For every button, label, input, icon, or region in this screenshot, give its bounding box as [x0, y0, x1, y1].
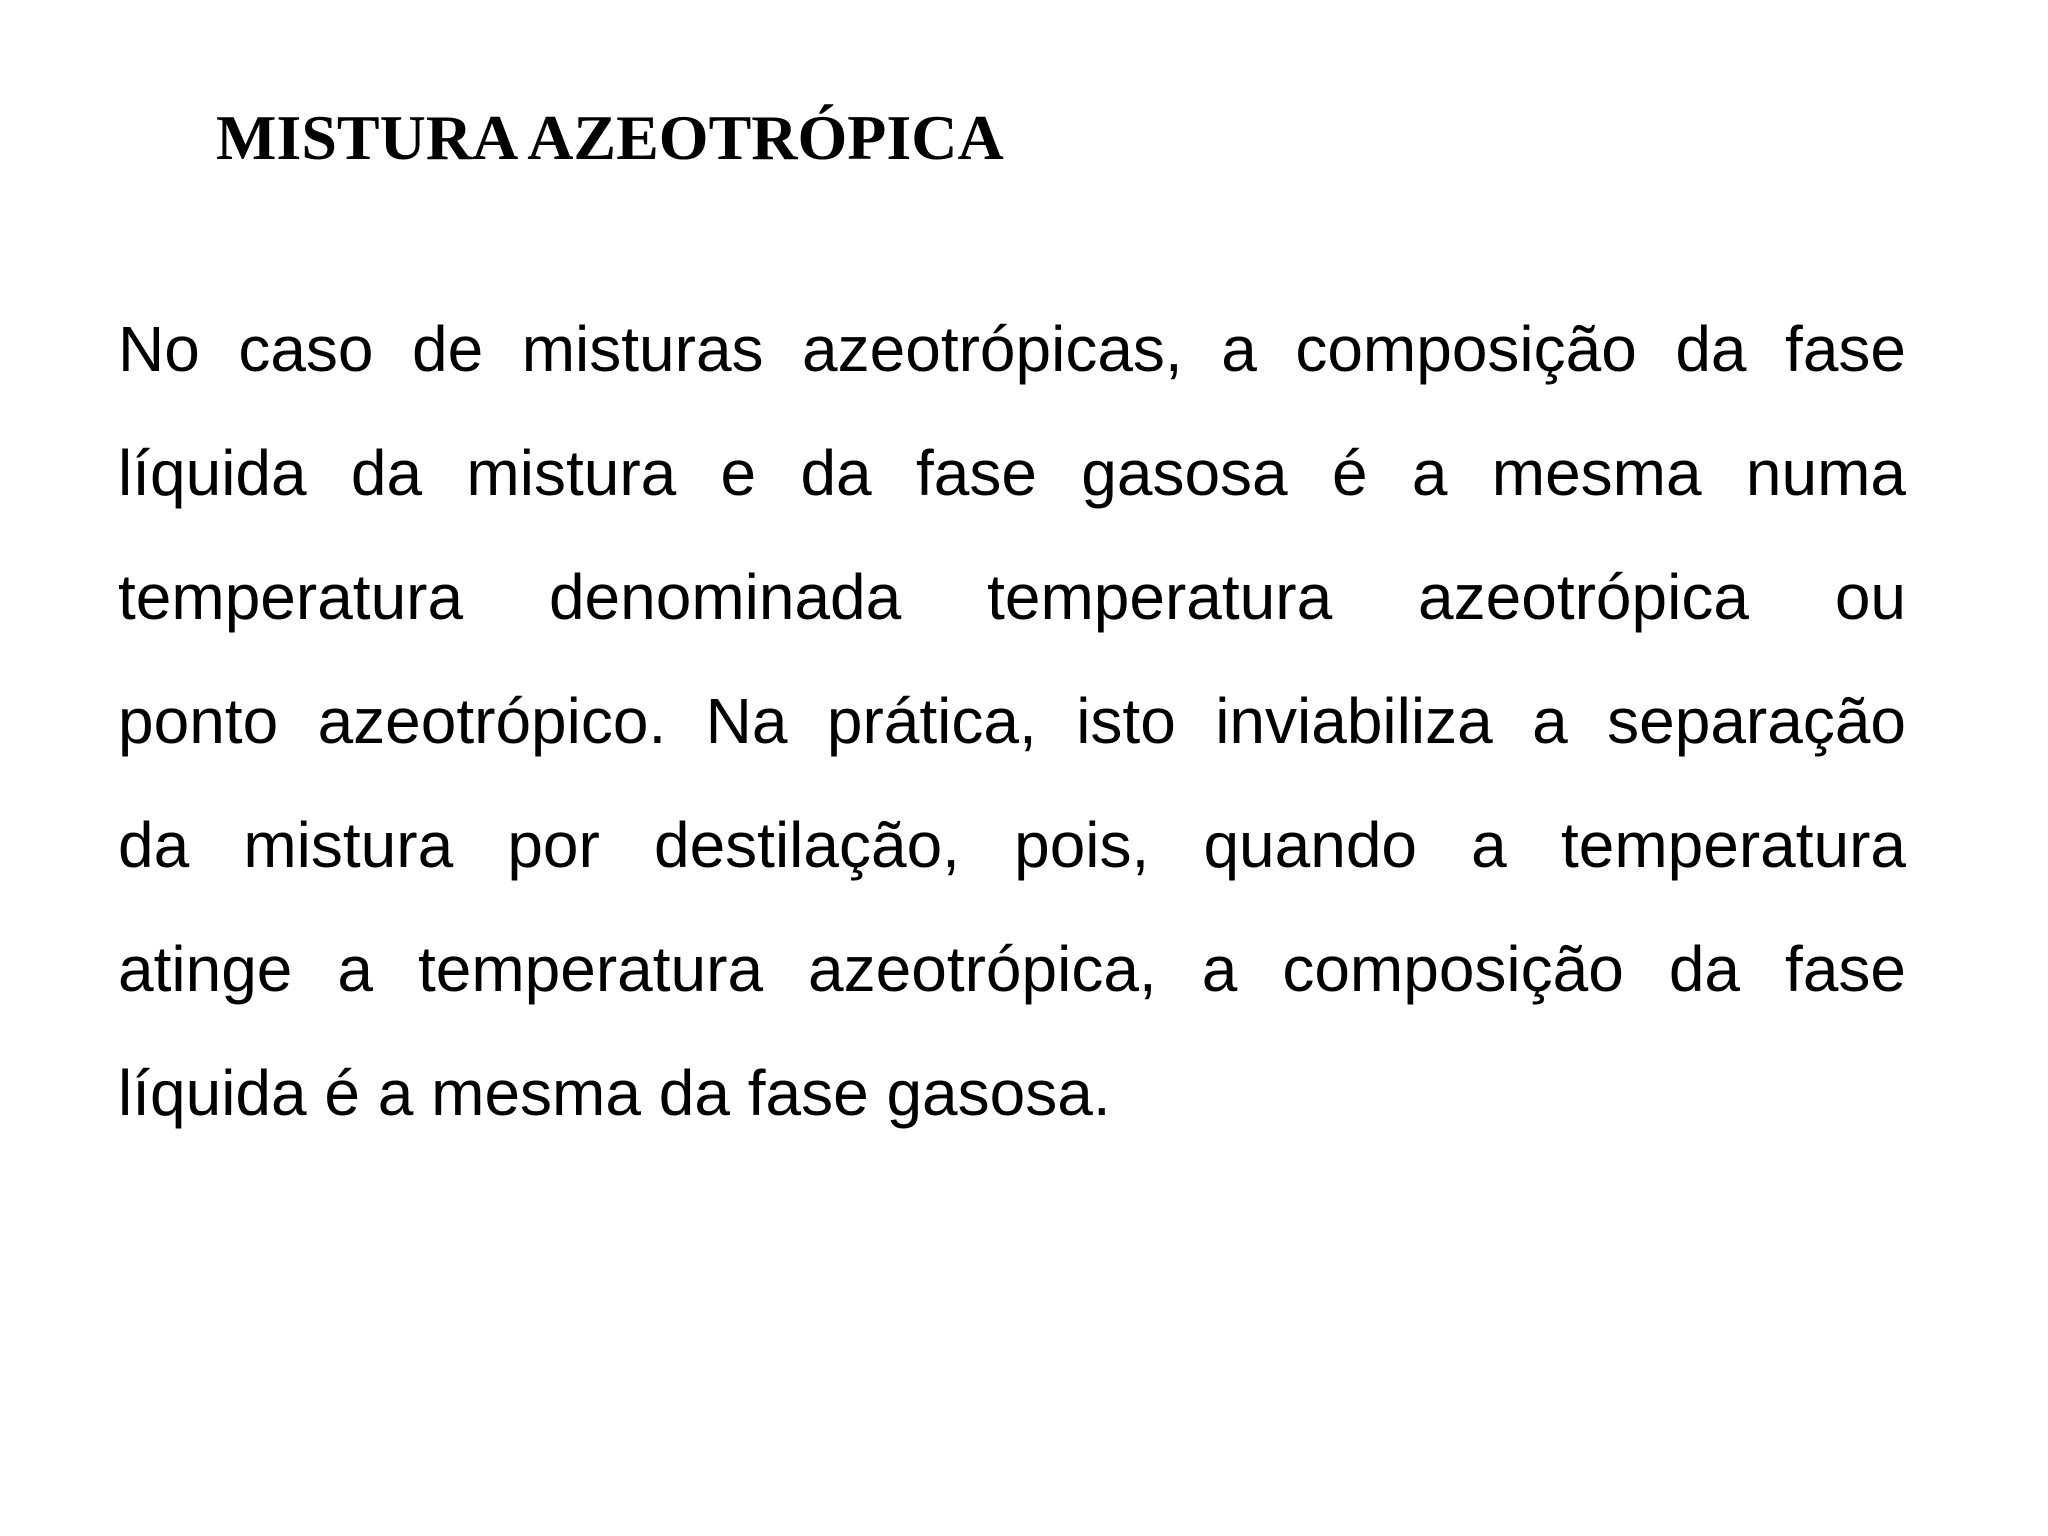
slide-body-paragraph: [118, 287, 1906, 1155]
body-line: líquida da mistura e da fase gasosa é a mesma numa: [118, 437, 1906, 509]
body-line: líquida é a mesma da fase gasosa.: [118, 1057, 1111, 1129]
body-line: temperatura denominada temperatura azeotrópica ou: [118, 561, 1906, 633]
body-line: No caso de misturas azeotrópicas, a composição da fase: [118, 313, 1906, 385]
slide-title: MISTURA AZEOTRÓPICA: [216, 102, 1004, 173]
body-line: da mistura por destilação, pois, quando a temperatura: [118, 809, 1906, 881]
body-line: atinge a temperatura azeotrópica, a composição da fase: [118, 933, 1906, 1005]
body-line: ponto azeotrópico. Na prática, isto inviabiliza a separação: [118, 685, 1906, 757]
